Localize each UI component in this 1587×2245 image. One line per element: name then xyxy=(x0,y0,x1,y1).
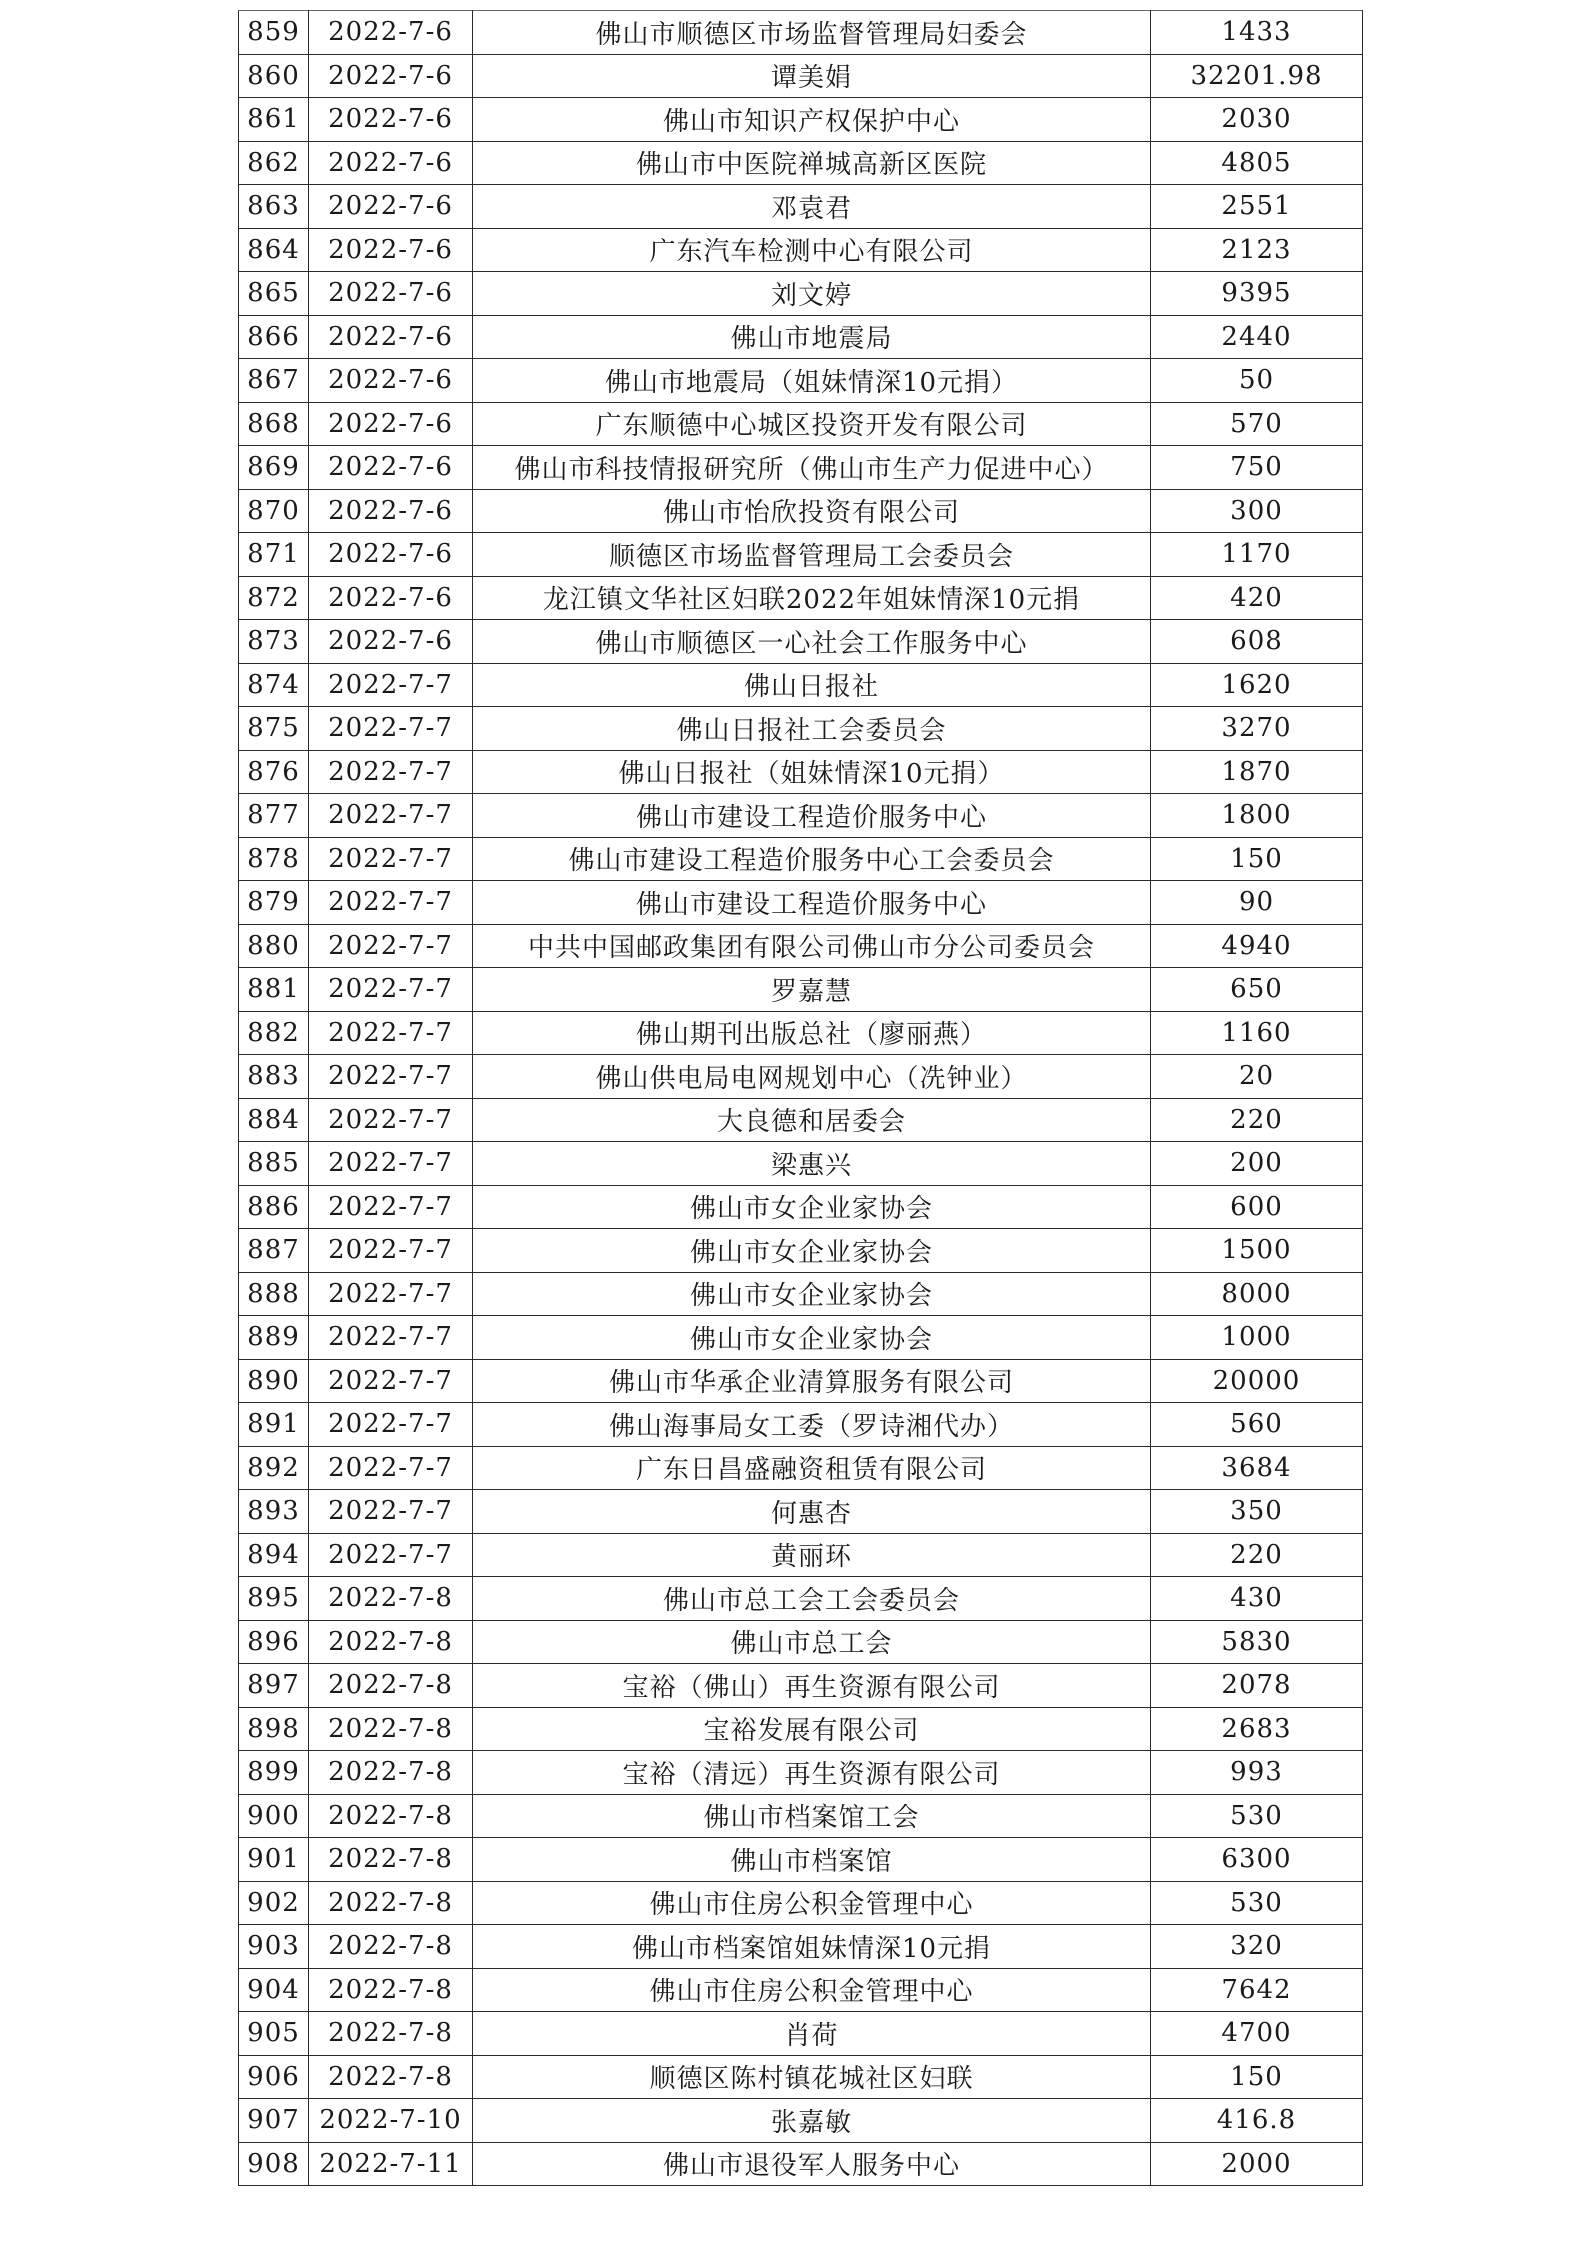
donor-name-cell: 广东日昌盛融资租赁有限公司 xyxy=(473,1446,1151,1490)
amount-cell: 560 xyxy=(1151,1403,1363,1447)
donor-name-cell: 佛山市知识产权保护中心 xyxy=(473,98,1151,142)
donor-name-cell: 佛山市建设工程造价服务中心工会委员会 xyxy=(473,837,1151,881)
table-row xyxy=(239,1794,1363,1838)
table-row xyxy=(239,1968,1363,2012)
donor-name-cell: 广东顺德中心城区投资开发有限公司 xyxy=(473,402,1151,446)
amount-cell: 3270 xyxy=(1151,707,1363,751)
table-row xyxy=(239,1533,1363,1577)
donor-name-cell: 张嘉敏 xyxy=(473,2099,1151,2143)
amount-cell: 1433 xyxy=(1151,11,1363,55)
table-row xyxy=(239,1490,1363,1534)
date-cell: 2022-7-8 xyxy=(309,2012,473,2056)
table-row xyxy=(239,750,1363,794)
table-row xyxy=(239,446,1363,490)
table-row xyxy=(239,2142,1363,2186)
amount-cell: 993 xyxy=(1151,1751,1363,1795)
row-number-cell: 868 xyxy=(239,402,309,446)
date-cell: 2022-7-6 xyxy=(309,228,473,272)
amount-cell: 200 xyxy=(1151,1142,1363,1186)
row-number-cell: 881 xyxy=(239,968,309,1012)
date-cell: 2022-7-7 xyxy=(309,968,473,1012)
donation-table-body xyxy=(239,11,1363,2186)
table-row xyxy=(239,1359,1363,1403)
date-cell: 2022-7-8 xyxy=(309,1664,473,1708)
table-row xyxy=(239,54,1363,98)
row-number-cell: 900 xyxy=(239,1794,309,1838)
table-row xyxy=(239,315,1363,359)
donor-name-cell: 宝裕发展有限公司 xyxy=(473,1707,1151,1751)
row-number-cell: 895 xyxy=(239,1577,309,1621)
donor-name-cell: 佛山海事局女工委（罗诗湘代办） xyxy=(473,1403,1151,1447)
amount-cell: 530 xyxy=(1151,1794,1363,1838)
donor-name-cell: 佛山市总工会工会委员会 xyxy=(473,1577,1151,1621)
date-cell: 2022-7-6 xyxy=(309,54,473,98)
amount-cell: 2078 xyxy=(1151,1664,1363,1708)
row-number-cell: 860 xyxy=(239,54,309,98)
donor-name-cell: 邓袁君 xyxy=(473,185,1151,229)
table-row xyxy=(239,1925,1363,1969)
row-number-cell: 878 xyxy=(239,837,309,881)
table-row xyxy=(239,533,1363,577)
table-row xyxy=(239,1577,1363,1621)
date-cell: 2022-7-8 xyxy=(309,2055,473,2099)
amount-cell: 32201.98 xyxy=(1151,54,1363,98)
donor-name-cell: 顺德区市场监督管理局工会委员会 xyxy=(473,533,1151,577)
donor-name-cell: 佛山市住房公积金管理中心 xyxy=(473,1881,1151,1925)
row-number-cell: 875 xyxy=(239,707,309,751)
row-number-cell: 864 xyxy=(239,228,309,272)
date-cell: 2022-7-7 xyxy=(309,707,473,751)
amount-cell: 1160 xyxy=(1151,1011,1363,1055)
table-row xyxy=(239,576,1363,620)
donor-name-cell: 佛山市顺德区市场监督管理局妇委会 xyxy=(473,11,1151,55)
date-cell: 2022-7-6 xyxy=(309,620,473,664)
amount-cell: 2440 xyxy=(1151,315,1363,359)
date-cell: 2022-7-7 xyxy=(309,794,473,838)
row-number-cell: 874 xyxy=(239,663,309,707)
row-number-cell: 886 xyxy=(239,1185,309,1229)
donor-name-cell: 佛山日报社 xyxy=(473,663,1151,707)
amount-cell: 350 xyxy=(1151,1490,1363,1534)
donor-name-cell: 顺德区陈村镇花城社区妇联 xyxy=(473,2055,1151,2099)
donor-name-cell: 佛山市建设工程造价服务中心 xyxy=(473,794,1151,838)
table-row xyxy=(239,185,1363,229)
date-cell: 2022-7-7 xyxy=(309,1272,473,1316)
amount-cell: 1870 xyxy=(1151,750,1363,794)
date-cell: 2022-7-7 xyxy=(309,837,473,881)
row-number-cell: 870 xyxy=(239,489,309,533)
date-cell: 2022-7-6 xyxy=(309,98,473,142)
amount-cell: 530 xyxy=(1151,1881,1363,1925)
table-row xyxy=(239,924,1363,968)
donor-name-cell: 中共中国邮政集团有限公司佛山市分公司委员会 xyxy=(473,924,1151,968)
table-row xyxy=(239,1446,1363,1490)
row-number-cell: 871 xyxy=(239,533,309,577)
amount-cell: 2030 xyxy=(1151,98,1363,142)
amount-cell: 2123 xyxy=(1151,228,1363,272)
donor-name-cell: 佛山供电局电网规划中心（冼钟业） xyxy=(473,1055,1151,1099)
date-cell: 2022-7-7 xyxy=(309,1142,473,1186)
date-cell: 2022-7-10 xyxy=(309,2099,473,2143)
date-cell: 2022-7-7 xyxy=(309,750,473,794)
row-number-cell: 863 xyxy=(239,185,309,229)
date-cell: 2022-7-8 xyxy=(309,1620,473,1664)
date-cell: 2022-7-6 xyxy=(309,402,473,446)
date-cell: 2022-7-8 xyxy=(309,1707,473,1751)
donor-name-cell: 大良德和居委会 xyxy=(473,1098,1151,1142)
donor-name-cell: 谭美娟 xyxy=(473,54,1151,98)
row-number-cell: 861 xyxy=(239,98,309,142)
amount-cell: 2000 xyxy=(1151,2142,1363,2186)
donor-name-cell: 佛山市华承企业清算服务有限公司 xyxy=(473,1359,1151,1403)
row-number-cell: 898 xyxy=(239,1707,309,1751)
donor-name-cell: 佛山市怡欣投资有限公司 xyxy=(473,489,1151,533)
date-cell: 2022-7-7 xyxy=(309,1316,473,1360)
donor-name-cell: 佛山市总工会 xyxy=(473,1620,1151,1664)
date-cell: 2022-7-6 xyxy=(309,11,473,55)
row-number-cell: 908 xyxy=(239,2142,309,2186)
date-cell: 2022-7-8 xyxy=(309,1838,473,1882)
row-number-cell: 892 xyxy=(239,1446,309,1490)
amount-cell: 750 xyxy=(1151,446,1363,490)
date-cell: 2022-7-7 xyxy=(309,924,473,968)
amount-cell: 3684 xyxy=(1151,1446,1363,1490)
table-row xyxy=(239,1142,1363,1186)
row-number-cell: 902 xyxy=(239,1881,309,1925)
amount-cell: 570 xyxy=(1151,402,1363,446)
amount-cell: 300 xyxy=(1151,489,1363,533)
amount-cell: 5830 xyxy=(1151,1620,1363,1664)
donor-name-cell: 佛山市中医院禅城高新区医院 xyxy=(473,141,1151,185)
donor-name-cell: 佛山市女企业家协会 xyxy=(473,1229,1151,1273)
donor-name-cell: 佛山市女企业家协会 xyxy=(473,1272,1151,1316)
donor-name-cell: 佛山市女企业家协会 xyxy=(473,1185,1151,1229)
amount-cell: 220 xyxy=(1151,1098,1363,1142)
date-cell: 2022-7-6 xyxy=(309,272,473,316)
date-cell: 2022-7-7 xyxy=(309,663,473,707)
donor-name-cell: 黄丽环 xyxy=(473,1533,1151,1577)
date-cell: 2022-7-7 xyxy=(309,1359,473,1403)
table-row xyxy=(239,881,1363,925)
donor-name-cell: 罗嘉慧 xyxy=(473,968,1151,1012)
amount-cell: 4805 xyxy=(1151,141,1363,185)
row-number-cell: 877 xyxy=(239,794,309,838)
table-row xyxy=(239,2099,1363,2143)
row-number-cell: 880 xyxy=(239,924,309,968)
date-cell: 2022-7-6 xyxy=(309,533,473,577)
table-row xyxy=(239,620,1363,664)
date-cell: 2022-7-11 xyxy=(309,2142,473,2186)
row-number-cell: 891 xyxy=(239,1403,309,1447)
row-number-cell: 859 xyxy=(239,11,309,55)
table-row xyxy=(239,402,1363,446)
row-number-cell: 897 xyxy=(239,1664,309,1708)
amount-cell: 7642 xyxy=(1151,1968,1363,2012)
row-number-cell: 894 xyxy=(239,1533,309,1577)
table-row xyxy=(239,1316,1363,1360)
table-row xyxy=(239,837,1363,881)
donor-name-cell: 宝裕（佛山）再生资源有限公司 xyxy=(473,1664,1151,1708)
table-row xyxy=(239,98,1363,142)
table-row xyxy=(239,1098,1363,1142)
table-row xyxy=(239,1011,1363,1055)
amount-cell: 1620 xyxy=(1151,663,1363,707)
donor-name-cell: 佛山市科技情报研究所（佛山市生产力促进中心） xyxy=(473,446,1151,490)
table-row xyxy=(239,11,1363,55)
donor-name-cell: 佛山市档案馆姐妹情深10元捐 xyxy=(473,1925,1151,1969)
amount-cell: 1500 xyxy=(1151,1229,1363,1273)
row-number-cell: 873 xyxy=(239,620,309,664)
date-cell: 2022-7-8 xyxy=(309,1751,473,1795)
amount-cell: 600 xyxy=(1151,1185,1363,1229)
date-cell: 2022-7-7 xyxy=(309,1098,473,1142)
row-number-cell: 862 xyxy=(239,141,309,185)
row-number-cell: 905 xyxy=(239,2012,309,2056)
donor-name-cell: 佛山日报社（姐妹情深10元捐） xyxy=(473,750,1151,794)
donor-name-cell: 佛山市顺德区一心社会工作服务中心 xyxy=(473,620,1151,664)
donor-name-cell: 肖荷 xyxy=(473,2012,1151,2056)
donor-name-cell: 佛山市女企业家协会 xyxy=(473,1316,1151,1360)
amount-cell: 4700 xyxy=(1151,2012,1363,2056)
donor-name-cell: 何惠杏 xyxy=(473,1490,1151,1534)
row-number-cell: 885 xyxy=(239,1142,309,1186)
row-number-cell: 904 xyxy=(239,1968,309,2012)
donor-name-cell: 梁惠兴 xyxy=(473,1142,1151,1186)
table-row xyxy=(239,228,1363,272)
row-number-cell: 865 xyxy=(239,272,309,316)
date-cell: 2022-7-8 xyxy=(309,1794,473,1838)
table-row xyxy=(239,359,1363,403)
date-cell: 2022-7-6 xyxy=(309,446,473,490)
row-number-cell: 906 xyxy=(239,2055,309,2099)
table-row xyxy=(239,1272,1363,1316)
amount-cell: 4940 xyxy=(1151,924,1363,968)
table-row xyxy=(239,1751,1363,1795)
amount-cell: 220 xyxy=(1151,1533,1363,1577)
table-row xyxy=(239,663,1363,707)
amount-cell: 150 xyxy=(1151,837,1363,881)
amount-cell: 2551 xyxy=(1151,185,1363,229)
amount-cell: 8000 xyxy=(1151,1272,1363,1316)
table-row xyxy=(239,968,1363,1012)
date-cell: 2022-7-8 xyxy=(309,1881,473,1925)
date-cell: 2022-7-6 xyxy=(309,576,473,620)
date-cell: 2022-7-7 xyxy=(309,1011,473,1055)
table-row xyxy=(239,2055,1363,2099)
donation-table xyxy=(238,10,1363,2186)
row-number-cell: 888 xyxy=(239,1272,309,1316)
amount-cell: 150 xyxy=(1151,2055,1363,2099)
date-cell: 2022-7-7 xyxy=(309,1229,473,1273)
row-number-cell: 872 xyxy=(239,576,309,620)
date-cell: 2022-7-7 xyxy=(309,881,473,925)
donor-name-cell: 佛山日报社工会委员会 xyxy=(473,707,1151,751)
row-number-cell: 883 xyxy=(239,1055,309,1099)
row-number-cell: 869 xyxy=(239,446,309,490)
table-row xyxy=(239,2012,1363,2056)
date-cell: 2022-7-8 xyxy=(309,1968,473,2012)
donor-name-cell: 佛山市住房公积金管理中心 xyxy=(473,1968,1151,2012)
amount-cell: 6300 xyxy=(1151,1838,1363,1882)
table-row xyxy=(239,1838,1363,1882)
donor-name-cell: 佛山市档案馆 xyxy=(473,1838,1151,1882)
donor-name-cell: 佛山市地震局 xyxy=(473,315,1151,359)
amount-cell: 420 xyxy=(1151,576,1363,620)
donor-name-cell: 佛山市退役军人服务中心 xyxy=(473,2142,1151,2186)
row-number-cell: 890 xyxy=(239,1359,309,1403)
amount-cell: 50 xyxy=(1151,359,1363,403)
date-cell: 2022-7-7 xyxy=(309,1055,473,1099)
donor-name-cell: 广东汽车检测中心有限公司 xyxy=(473,228,1151,272)
row-number-cell: 901 xyxy=(239,1838,309,1882)
amount-cell: 650 xyxy=(1151,968,1363,1012)
date-cell: 2022-7-8 xyxy=(309,1577,473,1621)
amount-cell: 1170 xyxy=(1151,533,1363,577)
table-row xyxy=(239,1664,1363,1708)
donor-name-cell: 佛山期刊出版总社（廖丽燕） xyxy=(473,1011,1151,1055)
date-cell: 2022-7-7 xyxy=(309,1403,473,1447)
row-number-cell: 867 xyxy=(239,359,309,403)
donor-name-cell: 佛山市地震局（姐妹情深10元捐） xyxy=(473,359,1151,403)
row-number-cell: 893 xyxy=(239,1490,309,1534)
date-cell: 2022-7-6 xyxy=(309,141,473,185)
row-number-cell: 879 xyxy=(239,881,309,925)
table-row xyxy=(239,707,1363,751)
row-number-cell: 896 xyxy=(239,1620,309,1664)
date-cell: 2022-7-6 xyxy=(309,185,473,229)
table-row xyxy=(239,1229,1363,1273)
amount-cell: 1800 xyxy=(1151,794,1363,838)
table-row xyxy=(239,141,1363,185)
table-row xyxy=(239,1707,1363,1751)
amount-cell: 20 xyxy=(1151,1055,1363,1099)
row-number-cell: 899 xyxy=(239,1751,309,1795)
date-cell: 2022-7-7 xyxy=(309,1490,473,1534)
amount-cell: 20000 xyxy=(1151,1359,1363,1403)
date-cell: 2022-7-7 xyxy=(309,1446,473,1490)
amount-cell: 9395 xyxy=(1151,272,1363,316)
donor-name-cell: 宝裕（清远）再生资源有限公司 xyxy=(473,1751,1151,1795)
row-number-cell: 882 xyxy=(239,1011,309,1055)
table-row xyxy=(239,1881,1363,1925)
row-number-cell: 876 xyxy=(239,750,309,794)
table-row xyxy=(239,1403,1363,1447)
donor-name-cell: 佛山市档案馆工会 xyxy=(473,1794,1151,1838)
table-row xyxy=(239,1620,1363,1664)
row-number-cell: 887 xyxy=(239,1229,309,1273)
donor-name-cell: 刘文婷 xyxy=(473,272,1151,316)
amount-cell: 1000 xyxy=(1151,1316,1363,1360)
table-row xyxy=(239,1185,1363,1229)
table-row xyxy=(239,794,1363,838)
date-cell: 2022-7-8 xyxy=(309,1925,473,1969)
table-row xyxy=(239,272,1363,316)
amount-cell: 416.8 xyxy=(1151,2099,1363,2143)
date-cell: 2022-7-6 xyxy=(309,359,473,403)
date-cell: 2022-7-7 xyxy=(309,1185,473,1229)
date-cell: 2022-7-6 xyxy=(309,315,473,359)
table-row xyxy=(239,1055,1363,1099)
row-number-cell: 907 xyxy=(239,2099,309,2143)
amount-cell: 2683 xyxy=(1151,1707,1363,1751)
row-number-cell: 889 xyxy=(239,1316,309,1360)
amount-cell: 430 xyxy=(1151,1577,1363,1621)
amount-cell: 90 xyxy=(1151,881,1363,925)
date-cell: 2022-7-7 xyxy=(309,1533,473,1577)
donor-name-cell: 佛山市建设工程造价服务中心 xyxy=(473,881,1151,925)
amount-cell: 320 xyxy=(1151,1925,1363,1969)
row-number-cell: 884 xyxy=(239,1098,309,1142)
amount-cell: 608 xyxy=(1151,620,1363,664)
donor-name-cell: 龙江镇文华社区妇联2022年姐妹情深10元捐 xyxy=(473,576,1151,620)
date-cell: 2022-7-6 xyxy=(309,489,473,533)
row-number-cell: 866 xyxy=(239,315,309,359)
row-number-cell: 903 xyxy=(239,1925,309,1969)
table-row xyxy=(239,489,1363,533)
